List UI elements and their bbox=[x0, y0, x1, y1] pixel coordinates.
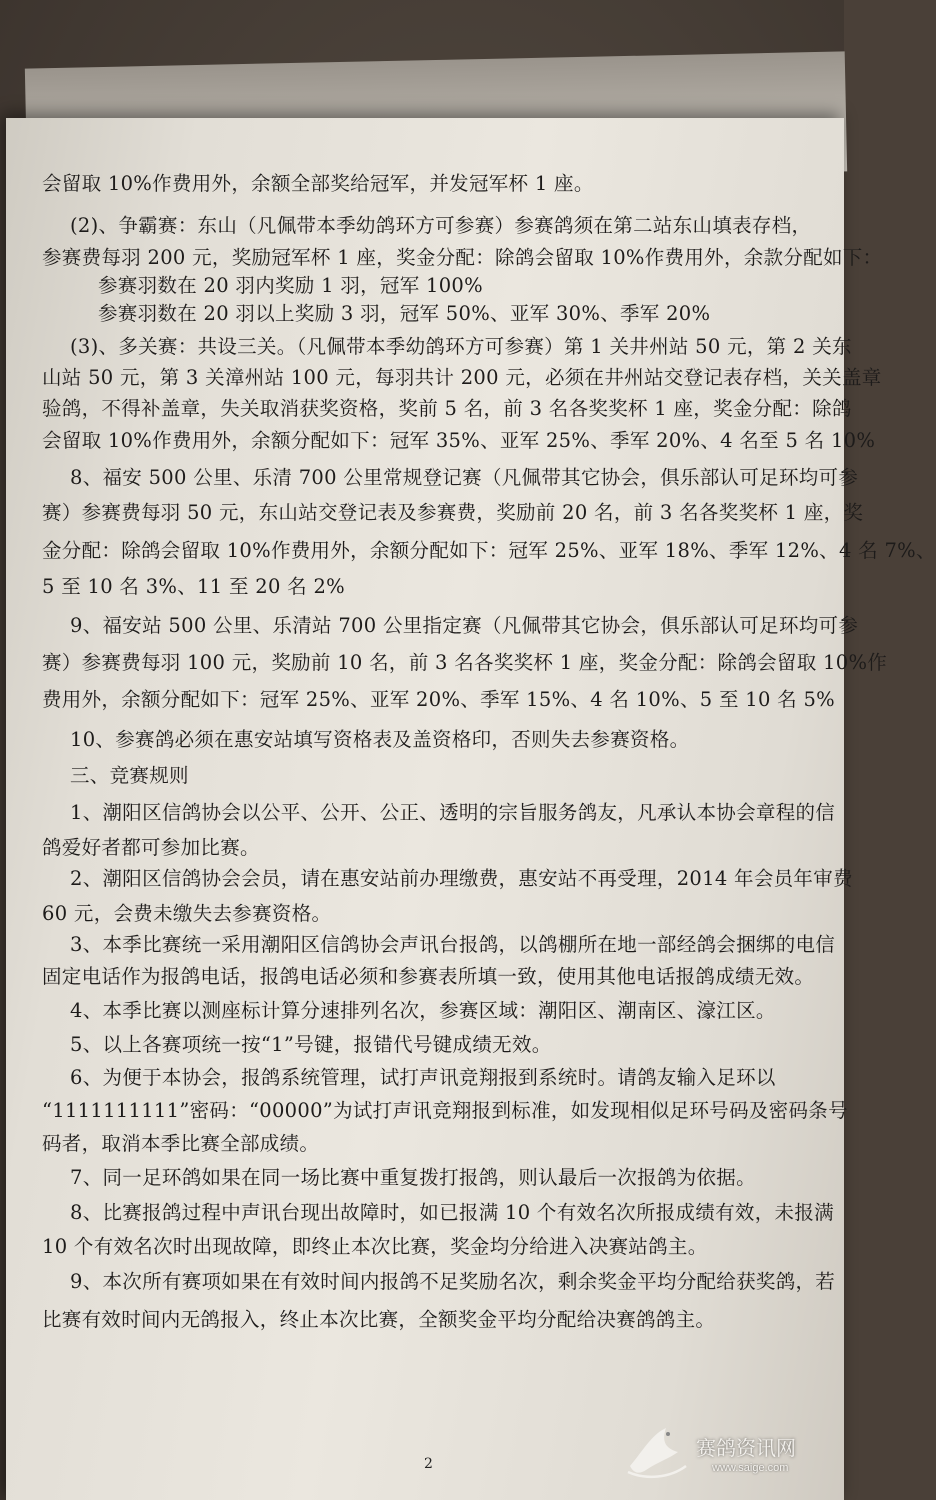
text-line: 参赛羽数在 20 羽内奖励 1 羽，冠军 100% bbox=[98, 274, 483, 297]
text-line: 60 元，会费未缴失去参赛资格。 bbox=[42, 902, 332, 925]
site-watermark[interactable] bbox=[622, 1416, 822, 1488]
watermark-title: 赛鸽资讯网 bbox=[696, 1438, 796, 1460]
text-line: 7、同一足环鸽如果在同一场比赛中重复拨打报鸽，则认最后一次报鸽为依据。 bbox=[70, 1166, 756, 1189]
text-line: 赛）参赛费每羽 100 元，奖励前 10 名，前 3 名各奖奖杯 1 座，奖金分配：除鸽会留取 10%作 bbox=[42, 651, 888, 674]
text-line: 3、本季比赛统一采用潮阳区信鸽协会声讯台报鸽，以鸽棚所在地一部经鸽会捆绑的电信 bbox=[70, 933, 836, 956]
page-number: 2 bbox=[424, 1456, 433, 1472]
text-line: 费用外，余额分配如下：冠军 25%、亚军 20%、季军 15%、4 名 10%、5 至 10 名 5% bbox=[42, 688, 836, 711]
text-line: 1、潮阳区信鸽协会以公平、公开、公正、透明的宗旨服务鸽友，凡承认本协会章程的信 bbox=[70, 801, 836, 824]
text-line: 山站 50 元，第 3 关漳州站 100 元，每羽共计 200 元，必须在井州站交登记表存档，关关盖章 bbox=[42, 366, 882, 389]
text-line: 2、潮阳区信鸽协会会员，请在惠安站前办理缴费，惠安站不再受理，2014 年会员年审费 bbox=[70, 867, 853, 890]
text-line: 验鸽，不得补盖章，失关取消获奖资格，奖前 5 名，前 3 名各奖奖杯 1 座，奖金分配：除鸽 bbox=[42, 397, 852, 420]
text-line: 5、以上各赛项统一按“1”号键，报错代号键成绩无效。 bbox=[70, 1033, 552, 1056]
text-line: 鸽爱好者都可参加比赛。 bbox=[42, 836, 260, 859]
text-line: 6、为便于本协会，报鸽系统管理，试打声讯竞翔报到系统时。请鸽友输入足环以 bbox=[70, 1066, 776, 1089]
text-line: 固定电话作为报鸽电话，报鸽电话必须和参赛表所填一致，使用其他电话报鸽成绩无效。 bbox=[42, 965, 815, 988]
text-line: 会留取 10%作费用外，余额全部奖给冠军，并发冠军杯 1 座。 bbox=[42, 172, 594, 195]
text-line: 4、本季比赛以测座标计算分速排列名次，参赛区域：潮阳区、潮南区、濠江区。 bbox=[70, 999, 776, 1022]
watermark-url[interactable]: www.saige.com bbox=[712, 1462, 789, 1474]
text-line: 参赛费每羽 200 元，奖励冠军杯 1 座，奖金分配：除鸽会留取 10%作费用外，余款分配如下： bbox=[42, 246, 883, 269]
section-heading: 三、竞赛规则 bbox=[70, 764, 189, 787]
text-line: 8、福安 500 公里、乐清 700 公里常规登记赛（凡佩带其它协会，俱乐部认可足环均可参 bbox=[70, 466, 859, 489]
text-line: 9、福安站 500 公里、乐清站 700 公里指定赛（凡佩带其它协会，俱乐部认可足环均可参 bbox=[70, 614, 859, 637]
text-line: 会留取 10%作费用外，余额分配如下：冠军 35%、亚军 25%、季军 20%、4 名至 5 名 10% bbox=[42, 429, 876, 452]
text-line: 5 至 10 名 3%、11 至 20 名 2% bbox=[42, 575, 346, 598]
document-page bbox=[6, 118, 936, 1500]
text-line: 码者，取消本季比赛全部成绩。 bbox=[42, 1132, 320, 1155]
text-line: 9、本次所有赛项如果在有效时间内报鸽不足奖励名次，剩余奖金平均分配给获奖鸽，若 bbox=[70, 1270, 836, 1293]
text-line: 比赛有效时间内无鸽报入，终止本次比赛，全额奖金平均分配给决赛鸽鸽主。 bbox=[42, 1308, 716, 1331]
text-line: 赛）参赛费每羽 50 元，东山站交登记表及参赛费，奖励前 20 名，前 3 名各奖奖杯 1 座，奖 bbox=[42, 501, 864, 524]
text-line: (3)、多关赛：共设三关。（凡佩带本季幼鸽环方可参赛）第 1 关井州站 50 元，第 2 关东 bbox=[70, 335, 852, 358]
pigeon-logo-icon bbox=[622, 1422, 692, 1482]
text-line: (2)、争霸赛：东山（凡佩带本季幼鸽环方可参赛）参赛鸽须在第二站东山填表存档， bbox=[70, 214, 812, 237]
text-line: 10 个有效名次时出现故障，即终止本次比赛，奖金均分给进入决赛站鸽主。 bbox=[42, 1235, 708, 1258]
text-line: 参赛羽数在 20 羽以上奖励 3 羽，冠军 50%、亚军 30%、季军 20% bbox=[98, 302, 711, 325]
text-line: “1111111111”密码：“00000”为试打声讯竞翔报到标准，如发现相似足环号码及密码条号 bbox=[42, 1099, 848, 1122]
text-line: 10、参赛鸽必须在惠安站填写资格表及盖资格印，否则失去参赛资格。 bbox=[70, 728, 690, 751]
text-line: 金分配：除鸽会留取 10%作费用外，余额分配如下：冠军 25%、亚军 18%、季军 12%、4 名 7%、 bbox=[42, 539, 936, 562]
text-line: 8、比赛报鸽过程中声讯台现出故障时，如已报满 10 个有效名次所报成绩有效，未报满 bbox=[70, 1201, 834, 1224]
